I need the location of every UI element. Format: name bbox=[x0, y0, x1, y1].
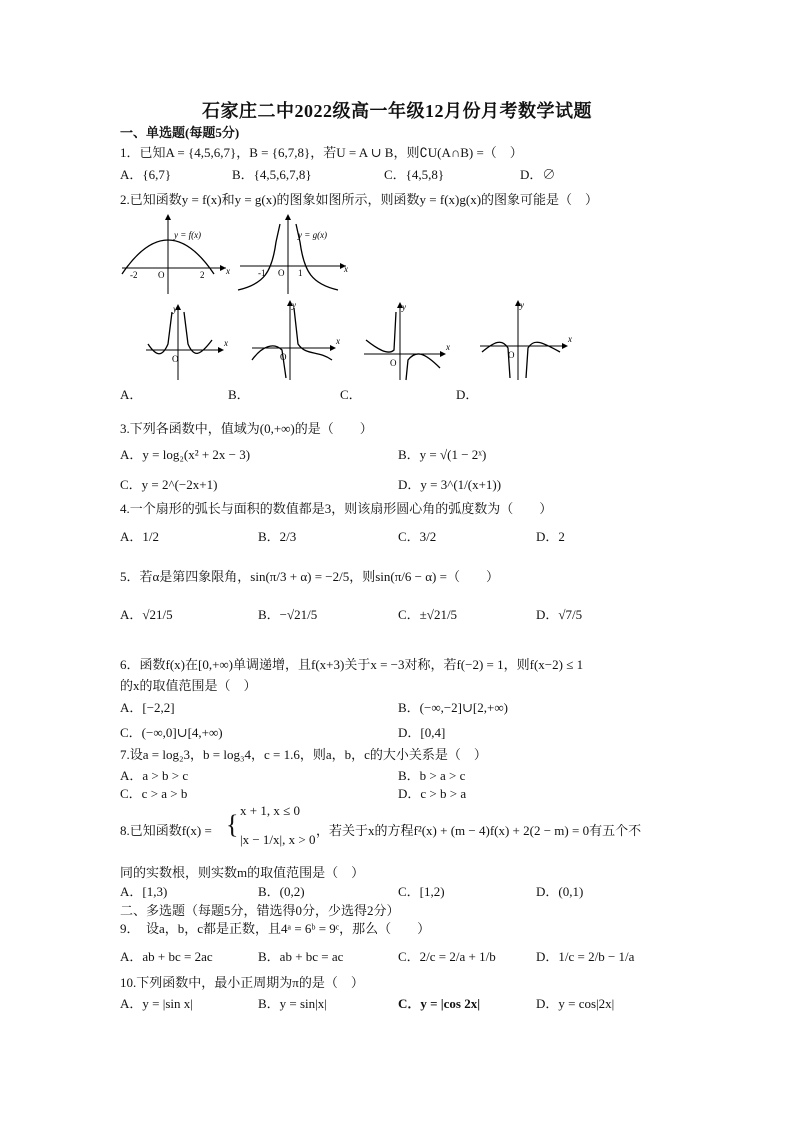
q4-option-c: C．3/2 bbox=[398, 529, 437, 544]
q7-option-d: D．c > b > a bbox=[398, 786, 467, 801]
q9-option-c: C．2/c = 2/a + 1/b bbox=[398, 949, 496, 964]
q2-option-c: C． bbox=[340, 387, 362, 402]
q3-option-d: D．y = 3^(1/(x+1)) bbox=[398, 477, 502, 492]
q3-option-a: A．y = log₂(x² + 2x − 3) bbox=[120, 447, 251, 462]
q6-option-c: C．(−∞,0]∪[4,+∞) bbox=[120, 725, 223, 740]
question-10-stem: 10.下列函数中，最小正周期为π的是（ ） bbox=[120, 975, 364, 990]
option-b-origin: O bbox=[280, 352, 287, 362]
question-6-stem-cont: 的x的取值范围是（ ） bbox=[120, 678, 257, 693]
g-tick-neg1: -1 bbox=[258, 268, 266, 278]
f-origin: O bbox=[158, 270, 165, 280]
q3-option-c: C．y = 2^(−2x+1) bbox=[120, 477, 218, 492]
q1-option-a: A．{6,7} bbox=[120, 167, 172, 182]
q6-option-d: D．[0,4] bbox=[398, 725, 446, 740]
q9-option-b: B．ab + bc = ac bbox=[258, 949, 344, 964]
q2-option-a-graph bbox=[140, 300, 230, 382]
q4-option-b: B．2/3 bbox=[258, 529, 297, 544]
q9-option-a: A．ab + bc = 2ac bbox=[120, 949, 213, 964]
q2-option-a: A． bbox=[120, 387, 143, 402]
g-x-label: x bbox=[344, 264, 348, 274]
q8-option-c: C．[1,2) bbox=[398, 884, 445, 899]
question-6-stem: 6．函数f(x)在[0,+∞)单调递增，且f(x+3)关于x = −3对称，若f(−2) = 1，则f(x−2) ≤ 1 bbox=[120, 657, 584, 672]
q2-option-d-graph bbox=[476, 298, 576, 382]
q3-option-b: B．y = √(1 − 2ˣ) bbox=[398, 447, 487, 462]
q7-option-c: C．c > a > b bbox=[120, 786, 188, 801]
option-b-y: y bbox=[292, 300, 296, 310]
question-1-stem: 1．已知A = {4,5,6,7}，B = {6,7,8}，若U = A ∪ B，则∁U(A∩B) =（ ） bbox=[120, 145, 523, 160]
question-9-stem: 9． 设a，b，c都是正数，且4ᵃ = 6ᵇ = 9ᶜ，那么（ ） bbox=[120, 921, 431, 936]
question-7-stem: 7.设a = log₂3，b = log₃4，c = 1.6，则a，b，c的大小关系是（ ） bbox=[120, 747, 487, 762]
q8-option-a: A．[1,3) bbox=[120, 884, 168, 899]
q9-option-d: D．1/c = 2/b − 1/a bbox=[536, 949, 635, 964]
q1-option-d: D．∅ bbox=[520, 167, 556, 182]
question-8-stem-pre: 8.已知函数f(x) = bbox=[120, 823, 212, 838]
question-4-stem: 4.一个扇形的弧长与面积的数值都是3，则该扇形圆心角的弧度数为（ ） bbox=[120, 501, 553, 516]
q7-option-b: B．b > a > c bbox=[398, 768, 466, 783]
q10-option-a: A．y = |sin x| bbox=[120, 996, 193, 1011]
q10-option-b: B．y = sin|x| bbox=[258, 996, 327, 1011]
q5-option-c: C．±√21/5 bbox=[398, 607, 458, 622]
q8-case-2: |x − 1/x|, x > 0 bbox=[240, 832, 316, 847]
option-a-y: y bbox=[173, 304, 177, 314]
q10-option-c: C．y = |cos 2x| bbox=[398, 996, 481, 1011]
question-5-stem: 5．若α是第四象限角，sin(π/3 + α) = −2/5，则sin(π/6 − α) =（ ） bbox=[120, 569, 499, 584]
q5-option-b: B．−√21/5 bbox=[258, 607, 318, 622]
q2-option-d: D． bbox=[456, 387, 479, 402]
f-tick-2: 2 bbox=[200, 270, 205, 280]
q6-option-b: B．(−∞,−2]∪[2,+∞) bbox=[398, 700, 508, 715]
q2-option-b-graph bbox=[248, 298, 343, 382]
q5-option-a: A．√21/5 bbox=[120, 607, 173, 622]
f-x-label: x bbox=[226, 266, 230, 276]
q2-option-b: B． bbox=[228, 387, 250, 402]
question-3-stem: 3.下列各函数中，值域为(0,+∞)的是（ ） bbox=[120, 421, 373, 436]
q2-given-graphs bbox=[118, 212, 354, 296]
q1-option-c: C．{4,5,8} bbox=[384, 167, 445, 182]
q4-option-d: D．2 bbox=[536, 529, 565, 544]
q1-option-b: B．{4,5,6,7,8} bbox=[232, 167, 312, 182]
q6-option-a: A．[−2,2] bbox=[120, 700, 175, 715]
g-origin: O bbox=[278, 268, 285, 278]
question-8-stem-cont: 同的实数根，则实数m的取值范围是（ ） bbox=[120, 865, 365, 880]
section-heading-multi: 二、多选题（每题5分，错选得0分，少选得2分） bbox=[120, 903, 400, 918]
section-heading-single: 一、单选题(每题5分) bbox=[120, 125, 240, 140]
option-d-y: y bbox=[520, 300, 524, 310]
q5-option-d: D．√7/5 bbox=[536, 607, 583, 622]
g-graph bbox=[238, 214, 348, 294]
f-graph bbox=[122, 214, 230, 294]
question-2-stem: 2.已知函数y = f(x)和y = g(x)的图象如图所示，则函数y = f(x)g(x)的图象可能是（ ） bbox=[120, 192, 599, 207]
q10-option-d: D．y = cos|2x| bbox=[536, 996, 615, 1011]
q8-option-d: D．(0,1) bbox=[536, 884, 584, 899]
q4-option-a: A．1/2 bbox=[120, 529, 160, 544]
g-curve-label: y = g(x) bbox=[298, 230, 328, 240]
q7-option-a: A．a > b > c bbox=[120, 768, 189, 783]
option-d-origin: O bbox=[508, 350, 515, 360]
f-curve-label: y = f(x) bbox=[174, 230, 202, 240]
q8-option-b: B．(0,2) bbox=[258, 884, 305, 899]
q2-option-c-graph bbox=[360, 300, 455, 382]
option-c-origin: O bbox=[390, 358, 397, 368]
f-tick-neg2: -2 bbox=[130, 270, 138, 280]
option-c-x: x bbox=[446, 342, 450, 352]
q8-case-1: x + 1, x ≤ 0 bbox=[240, 803, 300, 818]
option-c-y: y bbox=[402, 302, 406, 312]
option-a-x: x bbox=[224, 338, 228, 348]
option-a-origin: O bbox=[172, 354, 179, 364]
option-d-x: x bbox=[568, 334, 572, 344]
q8-brace: { bbox=[226, 810, 239, 839]
option-b-x: x bbox=[336, 336, 340, 346]
page-title: 石家庄二中2022级高一年级12月份月考数学试题 bbox=[202, 101, 592, 121]
question-8-stem-post: ，若关于x的方程f²(x) + (m − 4)f(x) + 2(2 − m) = 0有五个不 bbox=[316, 823, 642, 838]
g-tick-1: 1 bbox=[298, 268, 303, 278]
